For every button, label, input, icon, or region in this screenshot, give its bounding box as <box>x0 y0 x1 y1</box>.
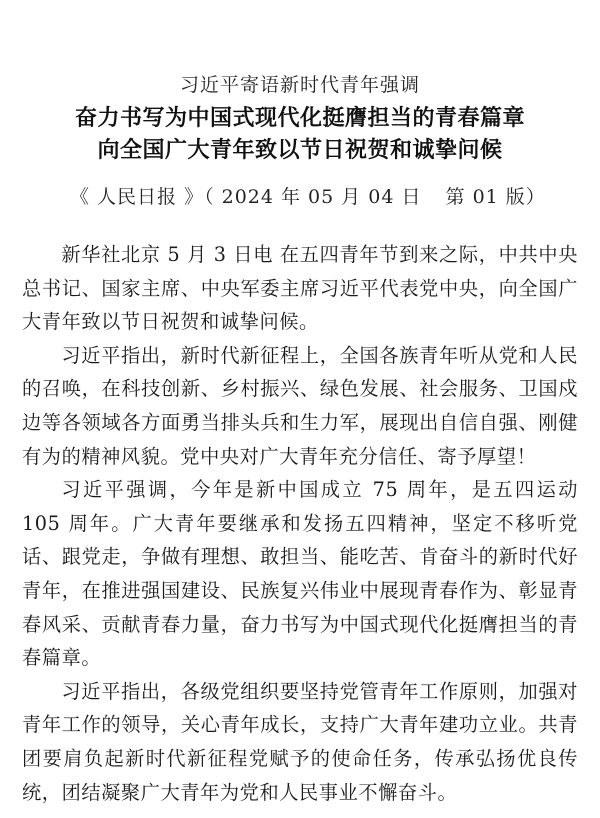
source-line <box>22 184 578 210</box>
paragraph-2: 习近平指出，新时代新征程上，全国各族青年听从党和人民的召唤，在科技创新、乡村振兴、绿色发展、社会服务、卫国戍边等各领域各方面勇当排头兵和生力军，展现出自信自强、刚健有为的精神风貌。党中央对广大青年充分信任、寄予厚望！ <box>22 343 578 468</box>
paragraph-3: 习近平强调，今年是新中国成立 75 周年，是五四运动 105 周年。广大青年要继承和发扬五四精神，坚定不移听党话、跟党走，争做有理想、敢担当、能吃苦、肯奋斗的新时代好青年，在推进强国建设、民族复兴伟业中展现青春作为、彰显青春风采、贡献青春力量，奋力书写为中国式现代化挺膺担当的青春篇章。 <box>22 478 578 670</box>
paragraph-4: 习近平指出，各级党组织要坚持党管青年工作原则，加强对青年工作的领导，关心青年成长，支持广大青年建功立业。共青团要肩负起新时代新征程党赋予的使命任务，传承弘扬优良传统，团结凝聚广大青年为党和人民事业不懈奋斗。 <box>22 679 578 804</box>
article-body <box>22 238 578 809</box>
source-paper-date: 《 人民日报 》（ 2024 年 05 月 04 日 <box>70 186 422 208</box>
article-kicker: 习近平寄语新时代青年强调 <box>179 74 420 96</box>
paragraph-1: 新华社北京 5 月 3 日电 在五四青年节到来之际，中共中央总书记、国家主席、中央军委主席习近平代表党中央，向全国广大青年致以节日祝贺和诚挚问候。 <box>22 243 578 334</box>
headline-line-2: 向全国广大青年致以节日祝贺和诚挚问候 <box>97 137 503 163</box>
source-page: 第 01 版） <box>445 186 546 208</box>
headline-line-1: 奋力书写为中国式现代化挺膺担当的青春篇章 <box>74 105 525 131</box>
